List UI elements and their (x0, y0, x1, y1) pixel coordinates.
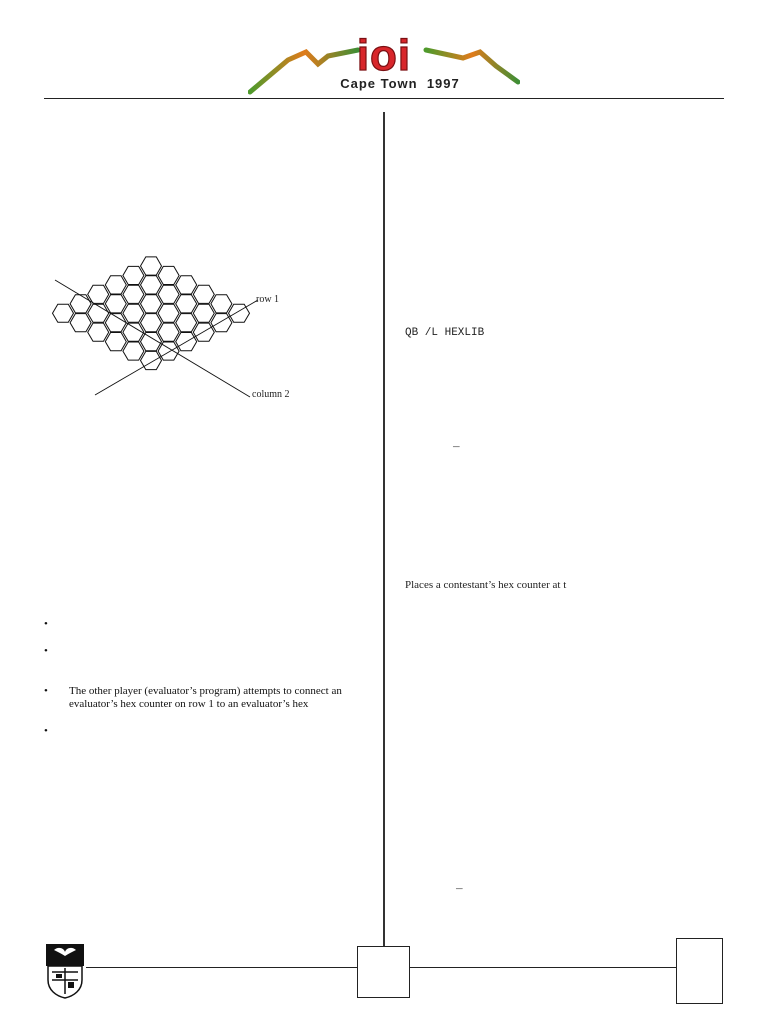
header-rule (44, 98, 724, 99)
hex-cell (176, 295, 197, 313)
hex-cell (123, 285, 144, 303)
bullet-dot: • (44, 618, 48, 630)
hex-cell (70, 295, 91, 313)
underscore-mark: _ (453, 438, 460, 450)
hex-cell (176, 276, 197, 294)
bullet-dot: • (44, 685, 48, 697)
footer-corner-box (676, 938, 723, 1004)
hex-cell (123, 266, 144, 284)
hex-cell (105, 276, 126, 294)
hex-cell (105, 333, 126, 351)
hex-cell (105, 295, 126, 313)
hex-cell (193, 285, 214, 303)
hex-cell (88, 285, 109, 303)
bullet-dot: • (44, 725, 48, 737)
hex-board-diagram (40, 250, 340, 410)
logo-wordmark: ioi (356, 31, 412, 80)
column-label: column 2 (252, 389, 290, 400)
hex-cell (158, 304, 179, 322)
hex-cell (158, 323, 179, 341)
hex-cell (141, 276, 162, 294)
underscore-mark: _ (456, 880, 463, 892)
hex-cell (193, 304, 214, 322)
hex-cell (88, 323, 109, 341)
procedure-description: Places a contestant’s hex counter at t (405, 579, 567, 591)
column-divider (383, 112, 385, 996)
hex-cell (70, 314, 91, 332)
hex-cell (141, 257, 162, 275)
hex-cell (88, 304, 109, 322)
bullet-dot: • (44, 645, 48, 657)
hex-cell (193, 323, 214, 341)
hex-cell (158, 266, 179, 284)
hex-cell (53, 304, 74, 322)
compile-command: QB /L HEXLIB (405, 327, 485, 339)
hex-cell (158, 342, 179, 360)
university-crest-icon (44, 942, 86, 1000)
hex-cell (141, 295, 162, 313)
hex-cell (158, 285, 179, 303)
hex-cell (123, 304, 144, 322)
footer-page-box (357, 946, 410, 998)
hex-cell (176, 314, 197, 332)
bullet-text: The other player (evaluator’s program) attempts to connect an evaluator’s hex counter on row 1 to an evaluator’s hex (69, 685, 342, 710)
hex-cell (211, 295, 232, 313)
row-label: row 1 (256, 294, 280, 305)
hex-cell (123, 323, 144, 341)
hex-cell (141, 314, 162, 332)
logo-subtitle: Cape Town 1997 (340, 76, 460, 91)
hex-cell (123, 342, 144, 360)
hex-cell (211, 314, 232, 332)
